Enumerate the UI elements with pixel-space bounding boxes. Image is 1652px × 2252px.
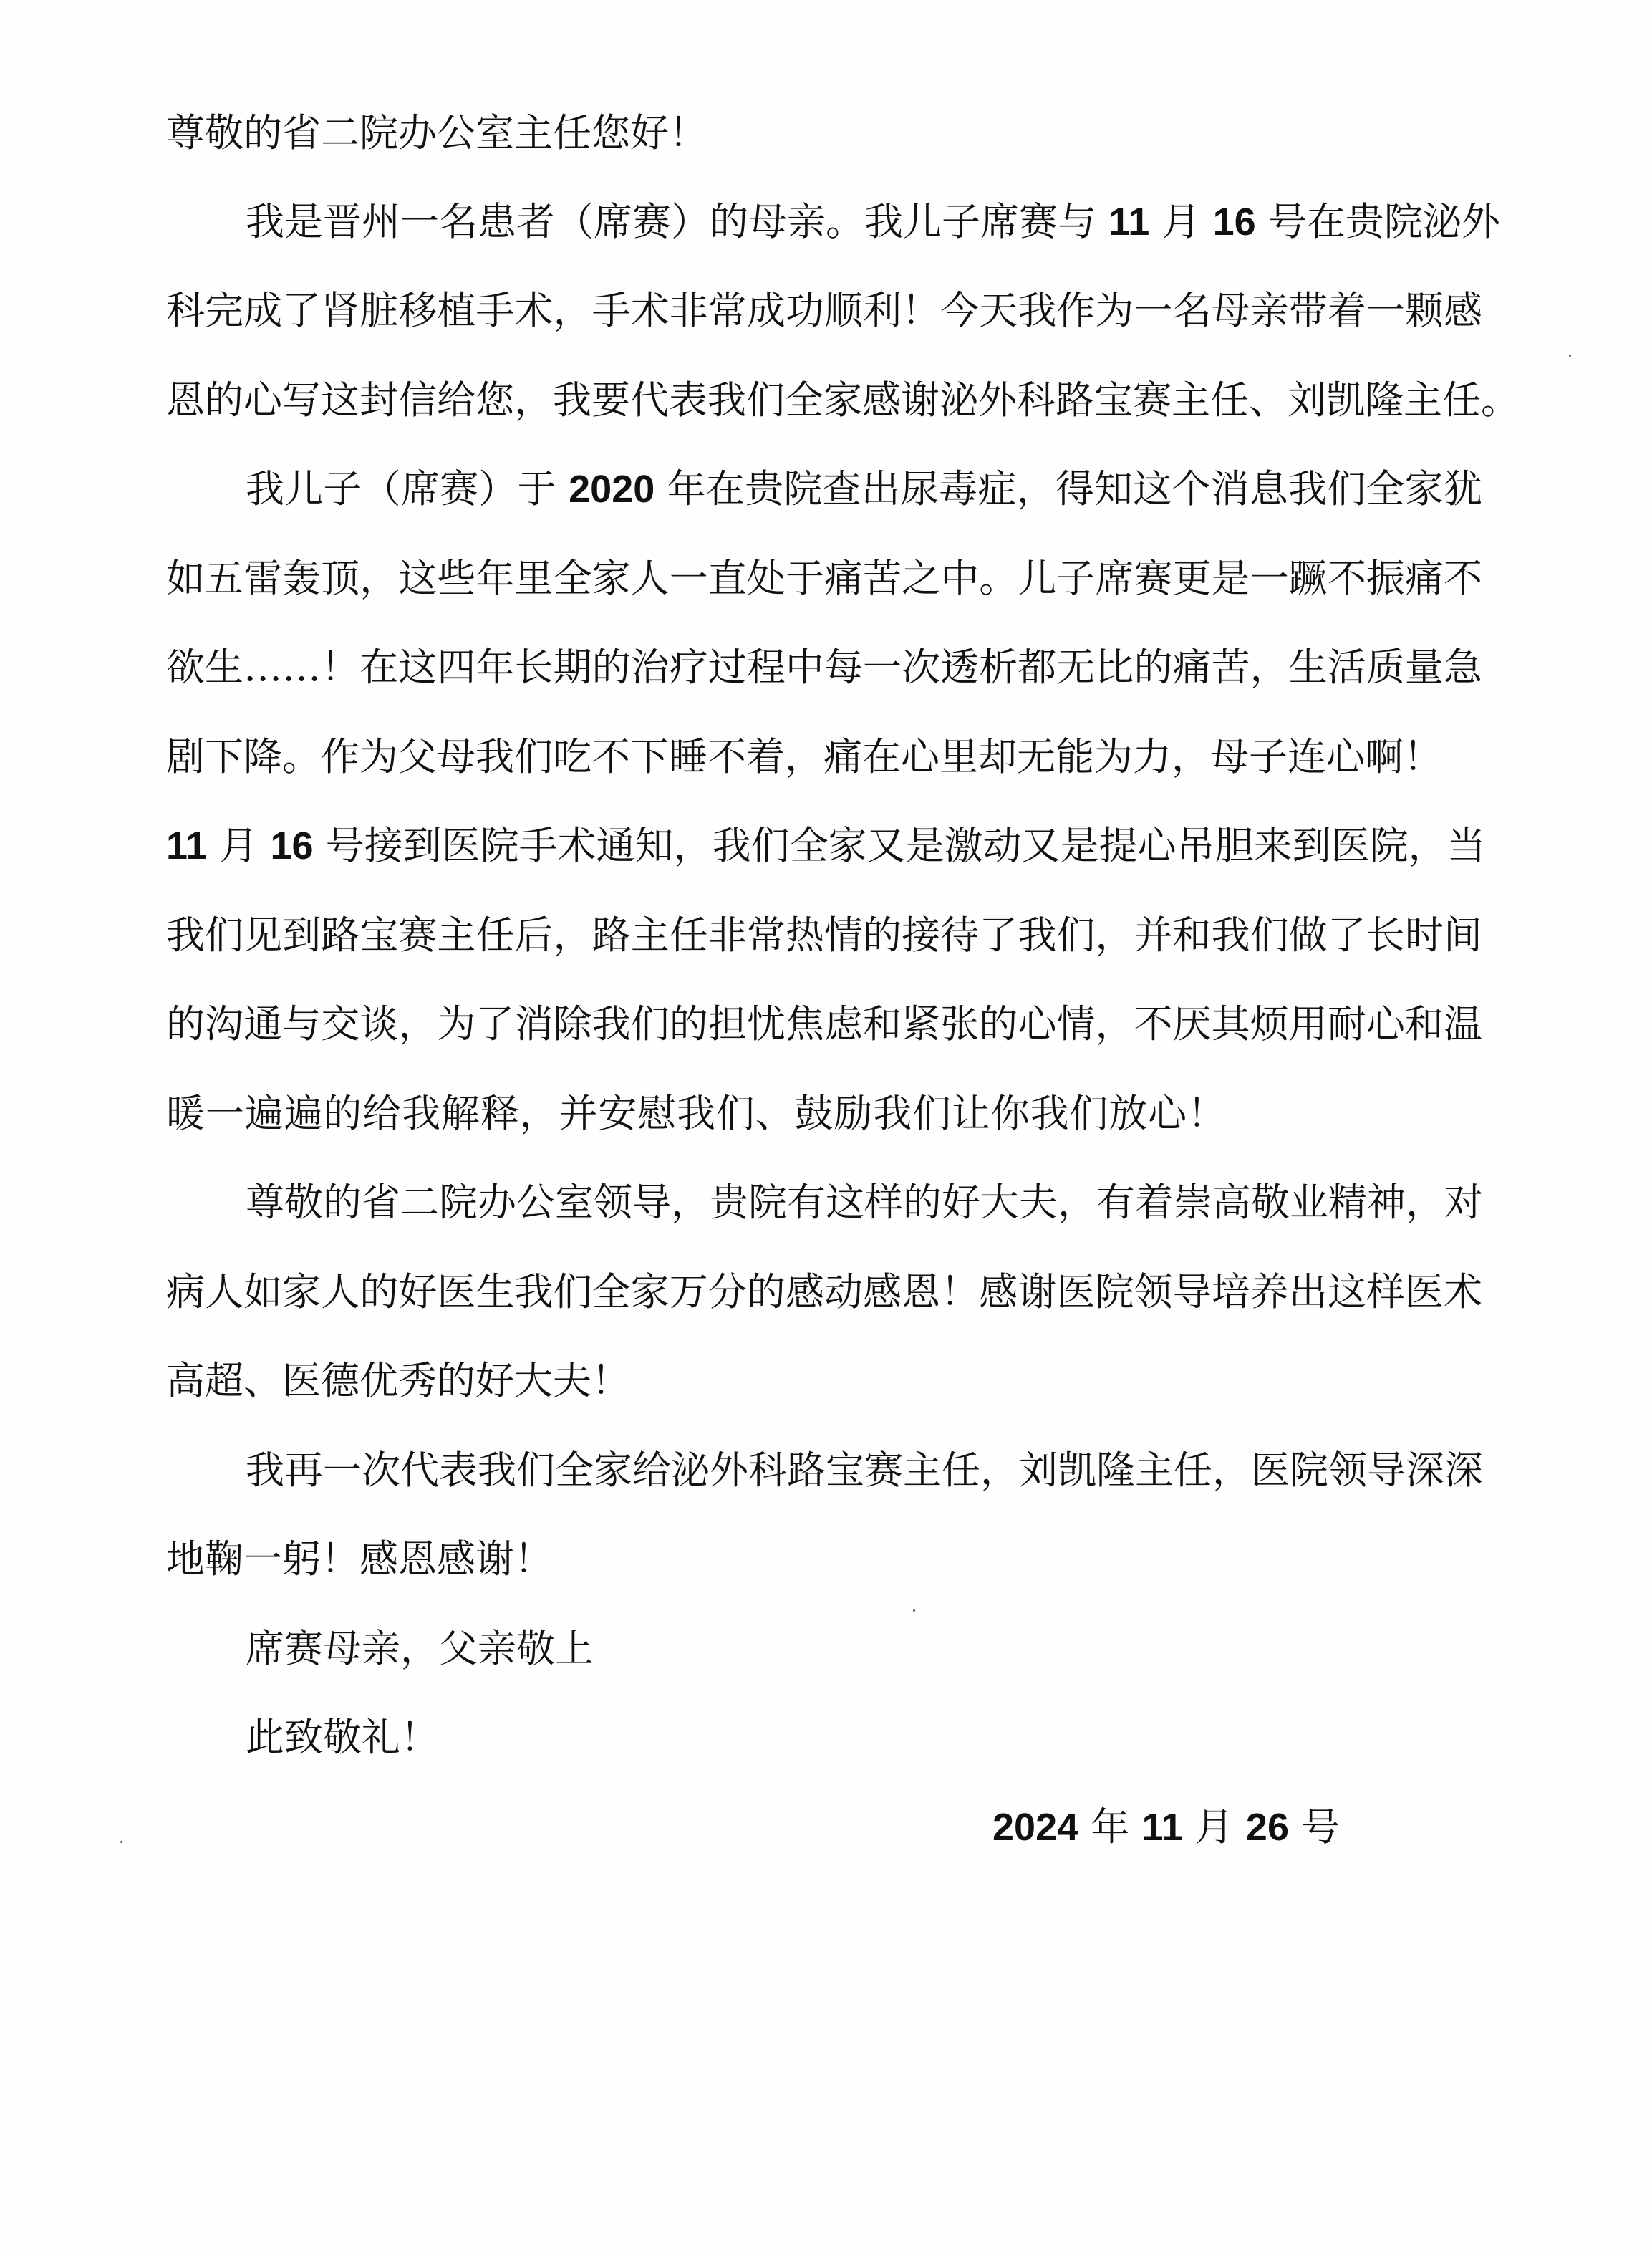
paragraph-2-line: 的沟通与交谈，为了消除我们的担忧焦虑和紧张的心情，不厌其烦用耐心和温 [166,1001,1482,1046]
paragraph-4-line: 地鞠一躬！感恩感谢！ [166,1536,553,1582]
number-text: 2020 [569,468,655,511]
number-text: 26 [1245,1806,1289,1849]
paragraph-2-line: 欲生……！在这四年长期的治疗过程中每一次透析都无比的痛苦，生活质量急 [166,645,1482,690]
number-text: 11 [1141,1806,1183,1849]
scan-speck [1569,355,1571,357]
scan-speck [913,1609,915,1612]
paragraph-2-line: 我儿子（席赛）于 2020 年在贵院查出尿毒症，得知这个消息我们全家犹 [246,466,1482,511]
paragraph-2-line: 暖一遍遍的给我解释，并安慰我们、鼓励我们让你我们放心！ [166,1091,1226,1136]
letter-date: 2024 年 11 月 26 号 [992,1804,1341,1849]
number-text: 2024 [992,1806,1079,1849]
closing: 此致敬礼！ [246,1715,439,1760]
paragraph-2-line: 我们见到路宝赛主任后，路主任非常热情的接待了我们，并和我们做了长时间 [166,913,1482,958]
number-text: 16 [270,824,314,867]
paragraph-1-line: 科完成了肾脏移植手术，手术非常成功顺利！今天我作为一名母亲带着一颗感 [166,288,1482,333]
paragraph-2-line: 如五雷轰顶，这些年里全家人一直处于痛苦之中。儿子席赛更是一蹶不振痛不 [166,556,1482,601]
number-text: 16 [1212,201,1256,244]
scan-speck [120,1841,122,1843]
signature: 席赛母亲，父亲敬上 [246,1626,594,1671]
paragraph-2-line: 11 月 16 号接到医院手术通知，我们全家又是激动又是提心吊胆来到医院，当 [166,823,1486,868]
paragraph-3-line: 病人如家人的好医生我们全家万分的感动感恩！感谢医院领导培养出这样医术 [166,1269,1482,1314]
paragraph-4-line: 我再一次代表我们全家给泌外科路宝赛主任，刘凯隆主任，医院领导深深 [246,1448,1483,1493]
paragraph-3-line: 尊敬的省二院办公室领导，贵院有这样的好大夫，有着崇高敬业精神，对 [246,1180,1483,1225]
greeting: 尊敬的省二院办公室主任您好！ [166,110,707,155]
paragraph-1-line: 我是晋州一名患者（席赛）的母亲。我儿子席赛与 11 月 16 号在贵院泌外 [246,199,1500,244]
paragraph-1-line: 恩的心写这封信给您，我要代表我们全家感谢泌外科路宝赛主任、刘凯隆主任。 [166,377,1520,423]
paragraph-3-line: 高超、医德优秀的好大夫！ [166,1358,630,1403]
number-text: 11 [166,824,208,867]
paragraph-2-line: 剧下降。作为父母我们吃不下睡不着，痛在心里却无能为力，母子连心啊！ [166,734,1442,779]
number-text: 11 [1108,201,1150,244]
